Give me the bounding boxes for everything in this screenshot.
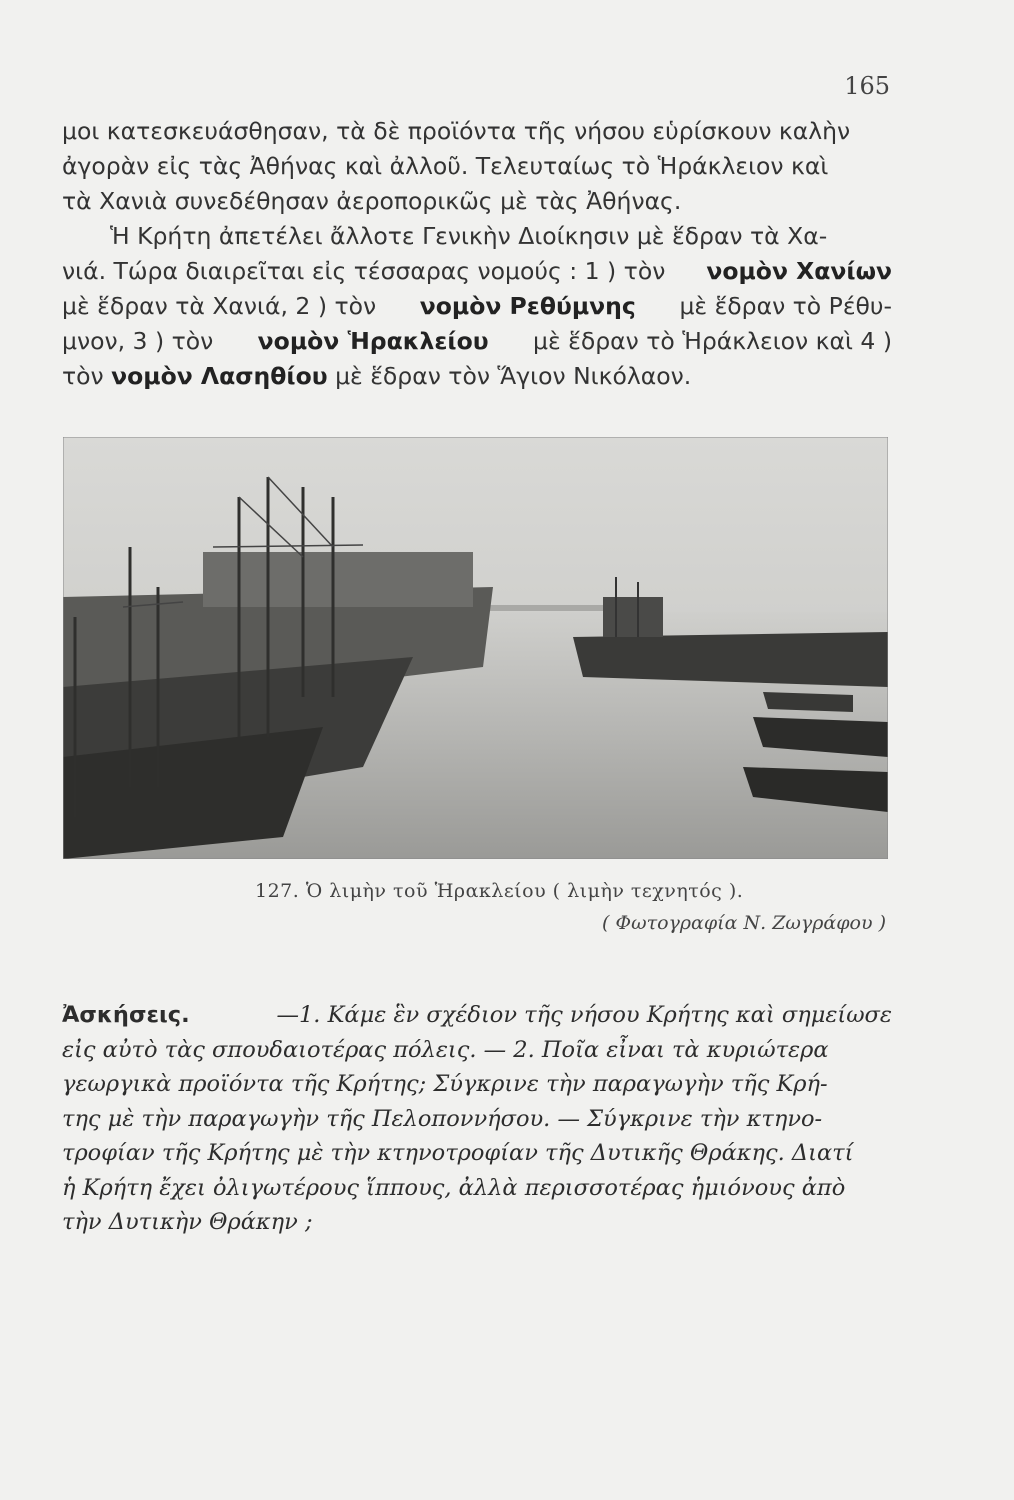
text-span: μὲ ἕδραν τὸ Ρέθυ- <box>679 292 892 320</box>
text-line <box>62 254 892 289</box>
text-line <box>62 998 892 1033</box>
page-number: 165 <box>844 72 890 100</box>
bold-term: νομὸν Ρεθύμνης <box>419 292 636 320</box>
text-span: μὲ ἕδραν τὸ Ἡράκλειον καὶ 4 ) <box>533 327 892 355</box>
text-span: τὸν <box>62 362 104 390</box>
text-line: της μὲ τὴν παραγωγὴν τῆς Πελοποννήσου. — Σύγκρινε τὴν κτηνο- <box>62 1105 823 1132</box>
text-line: τροφίαν τῆς Κρήτης μὲ τὴν κτηνοτροφίαν τῆς Δυτικῆς Θράκης. Διατί <box>62 1140 854 1166</box>
text-line: Ἡ Κρήτη ἀπετέλει ἄλλοτε Γενικὴν Διοίκησιν μὲ ἕδραν τὰ Χα- <box>110 222 828 250</box>
text-line: τὰ Χανιὰ συνεδέθησαν ἀεροπορικῶς μὲ τὰς Ἀθήνας. <box>62 187 682 215</box>
exercises-heading: Ἀσκήσεις. <box>62 1002 190 1028</box>
text-line <box>62 359 892 394</box>
bold-term: νομὸν Χανίων <box>706 257 892 285</box>
text-line: γεωργικὰ προϊόντα τῆς Κρήτης; Σύγκρινε τὴν παραγωγὴν τῆς Κρή- <box>62 1071 828 1097</box>
bold-term: νομὸν Λασηθίου <box>111 362 328 390</box>
caption-text: 127. Ὁ λιμὴν τοῦ Ἡρακλείου ( λιμὴν τεχνητός ). <box>255 880 744 902</box>
text-span: μὲ ἕδραν τὰ Χανιά, 2 ) τὸν <box>62 292 377 320</box>
text-line: εἰς αὐτὸ τὰς σπουδαιοτέρας πόλεις. — 2. Ποῖα εἶναι τὰ κυριώτερα <box>62 1036 829 1063</box>
text-line <box>62 324 892 359</box>
body-text <box>62 114 892 394</box>
text-span: μὲ ἕδραν τὸν Ἅγιον Νικόλαον. <box>335 362 692 390</box>
photo-credit: ( Φωτογραφία Ν. Ζωγράφου ) <box>602 912 886 934</box>
harbor-photo <box>63 437 888 859</box>
text-span: —1. Κάμε ἓν σχέδιον τῆς νήσου Κρήτης καὶ σημείωσε <box>276 1002 892 1028</box>
figure-caption <box>150 880 890 934</box>
exercises-section <box>62 998 892 1240</box>
text-line: ἡ Κρήτη ἔχει ὀλιγωτέρους ἵππους, ἀλλὰ περισσοτέρας ἡμιόνους ἀπὸ <box>62 1174 846 1201</box>
text-line: τὴν Δυτικὴν Θράκην ; <box>62 1209 313 1235</box>
text-line <box>62 289 892 324</box>
bold-term: νομὸν Ἡρακλείου <box>257 327 489 355</box>
text-line: μοι κατεσκευάσθησαν, τὰ δὲ προϊόντα τῆς νήσου εὑρίσκουν καλὴν <box>62 117 851 145</box>
text-span: μνον, 3 ) τὸν <box>62 327 214 355</box>
text-span: νιά. Τώρα διαιρεῖται εἰς τέσσαρας νομούς : 1 ) τὸν <box>62 257 666 285</box>
text-line: ἀγορὰν εἰς τὰς Ἀθήνας καὶ ἀλλοῦ. Τελευταίως τὸ Ἡράκλειον καὶ <box>62 152 829 180</box>
